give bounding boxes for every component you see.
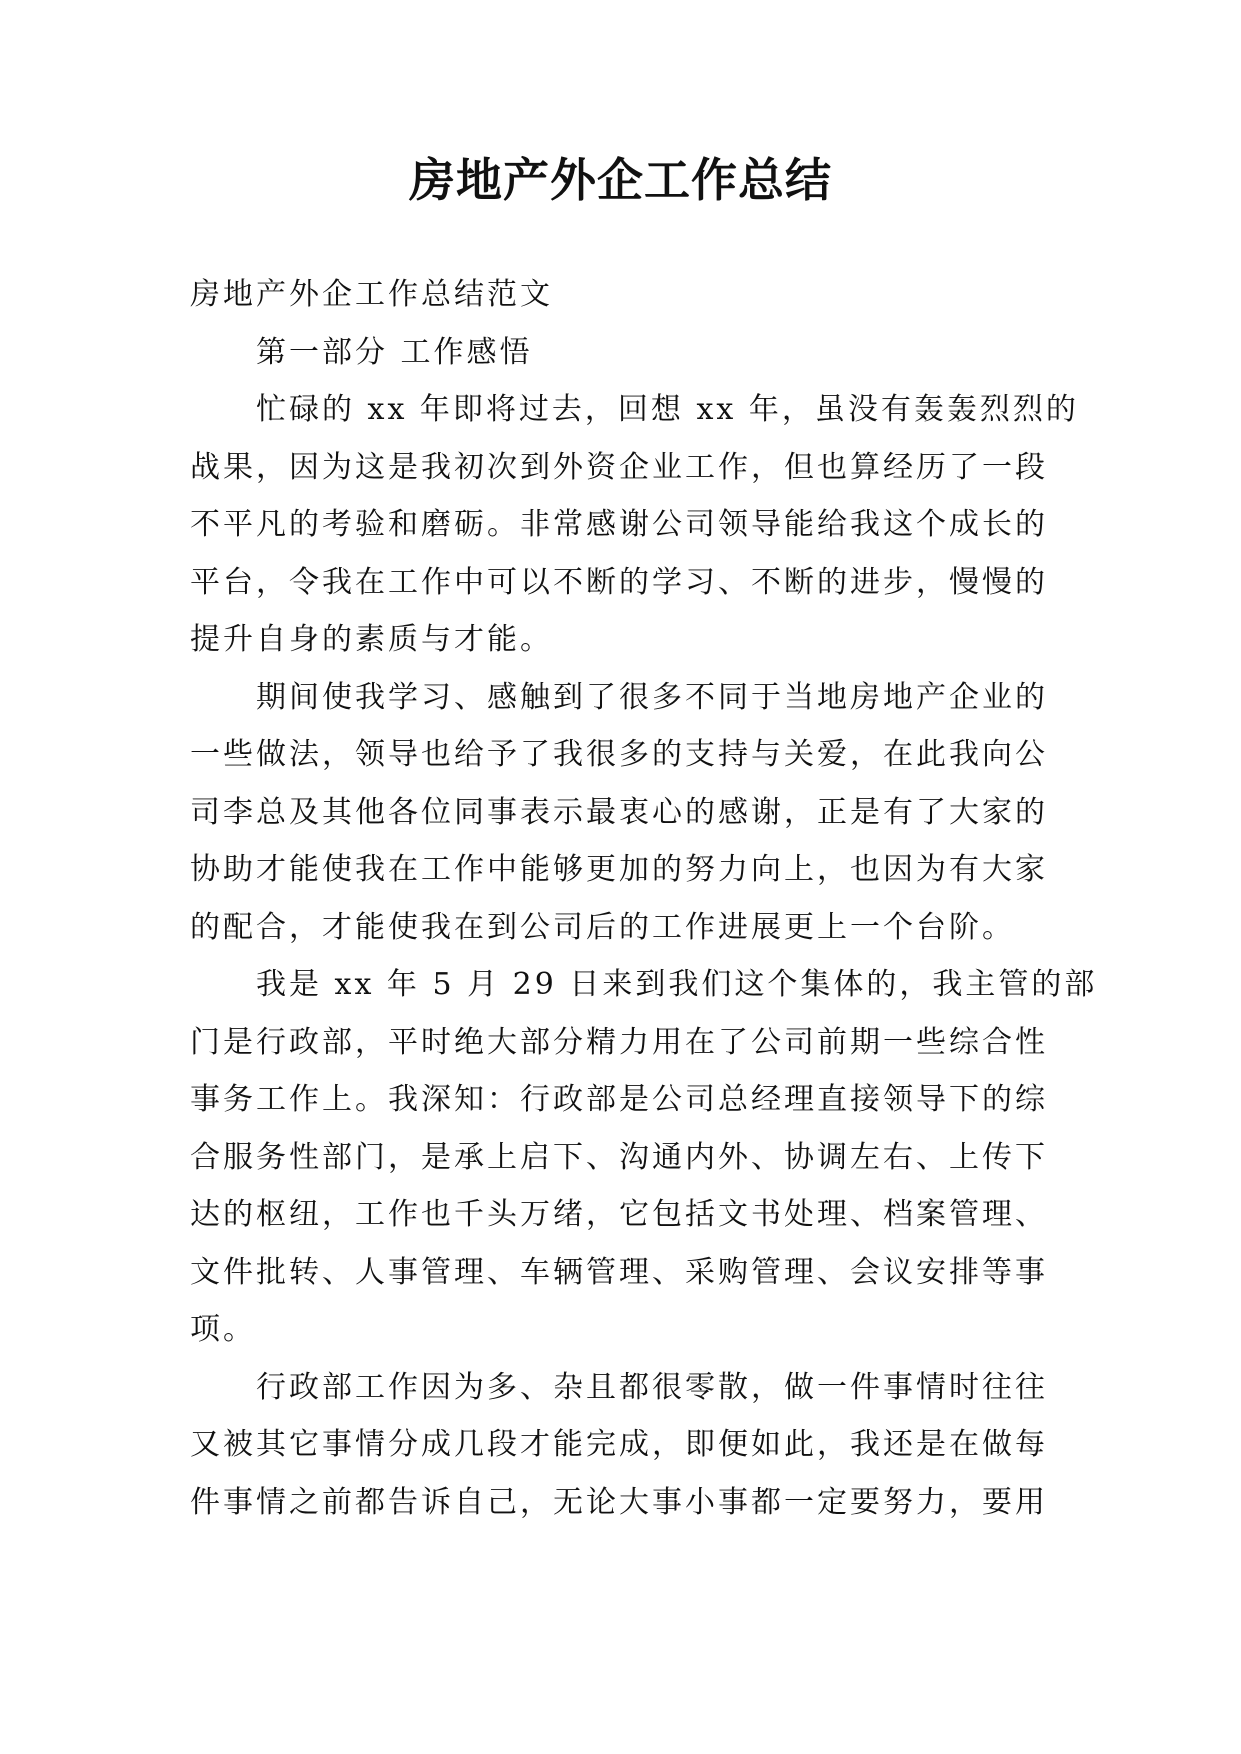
paragraph-line: 文件批转、人事管理、车辆管理、采购管理、会议安排等事 xyxy=(190,1254,1048,1290)
paragraph-line: 司李总及其他各位同事表示最衷心的感谢，正是有了大家的 xyxy=(190,794,1048,830)
paragraph-4 xyxy=(190,1359,1050,1532)
section-heading: 第一部分 工作感悟 xyxy=(256,334,533,370)
paragraph-line: 忙碌的 xx 年即将过去，回想 xx 年，虽没有轰轰烈烈的 xyxy=(256,392,1079,427)
paragraph-line: 又被其它事情分成几段才能完成，即便如此，我还是在做每 xyxy=(190,1427,1048,1462)
paragraph-line: 行政部工作因为多、杂且都很零散，做一件事情时往往 xyxy=(256,1369,1048,1405)
paragraph-line: 合服务性部门，是承上启下、沟通内外、协调左右、上传下 xyxy=(190,1139,1048,1175)
paragraph-1 xyxy=(190,381,1079,669)
paragraph-2 xyxy=(190,669,1050,957)
paragraph-line: 的配合，才能使我在到公司后的工作进展更上一个台阶。 xyxy=(190,909,1015,945)
paragraph-line: 门是行政部，平时绝大部分精力用在了公司前期一些综合性 xyxy=(190,1024,1048,1060)
paragraph-line: 事务工作上。我深知：行政部是公司总经理直接领导下的综 xyxy=(190,1082,1048,1117)
document-title: 房地产外企工作总结 xyxy=(409,153,832,207)
paragraph-line: 提升自身的素质与才能。 xyxy=(190,622,553,657)
paragraph-line: 达的枢纽，工作也千头万绪，它包括文书处理、档案管理、 xyxy=(190,1197,1048,1232)
paragraph-line: 期间使我学习、感触到了很多不同于当地房地产企业的 xyxy=(256,679,1048,715)
paragraph-line: 平台，令我在工作中可以不断的学习、不断的进步，慢慢的 xyxy=(190,564,1048,600)
paragraph-line: 我是 xx 年 5 月 29 日来到我们这个集体的，我主管的部 xyxy=(256,967,1098,1002)
paragraph-line: 一些做法，领导也给予了我很多的支持与关爱，在此我向公 xyxy=(190,737,1048,772)
paragraph-line: 不平凡的考验和磨砺。非常感谢公司领导能给我这个成长的 xyxy=(190,507,1048,542)
paragraph-line: 项。 xyxy=(190,1312,256,1347)
paragraph-line: 战果，因为这是我初次到外资企业工作，但也算经历了一段 xyxy=(190,449,1048,485)
paragraph-line: 协助才能使我在工作中能够更加的努力向上，也因为有大家 xyxy=(190,852,1048,887)
document-subtitle: 房地产外企工作总结范文 xyxy=(190,277,553,312)
paragraph-line: 件事情之前都告诉自己，无论大事小事都一定要努力，要用 xyxy=(190,1484,1048,1520)
document-body xyxy=(190,266,1098,1531)
paragraph-3 xyxy=(190,956,1098,1359)
